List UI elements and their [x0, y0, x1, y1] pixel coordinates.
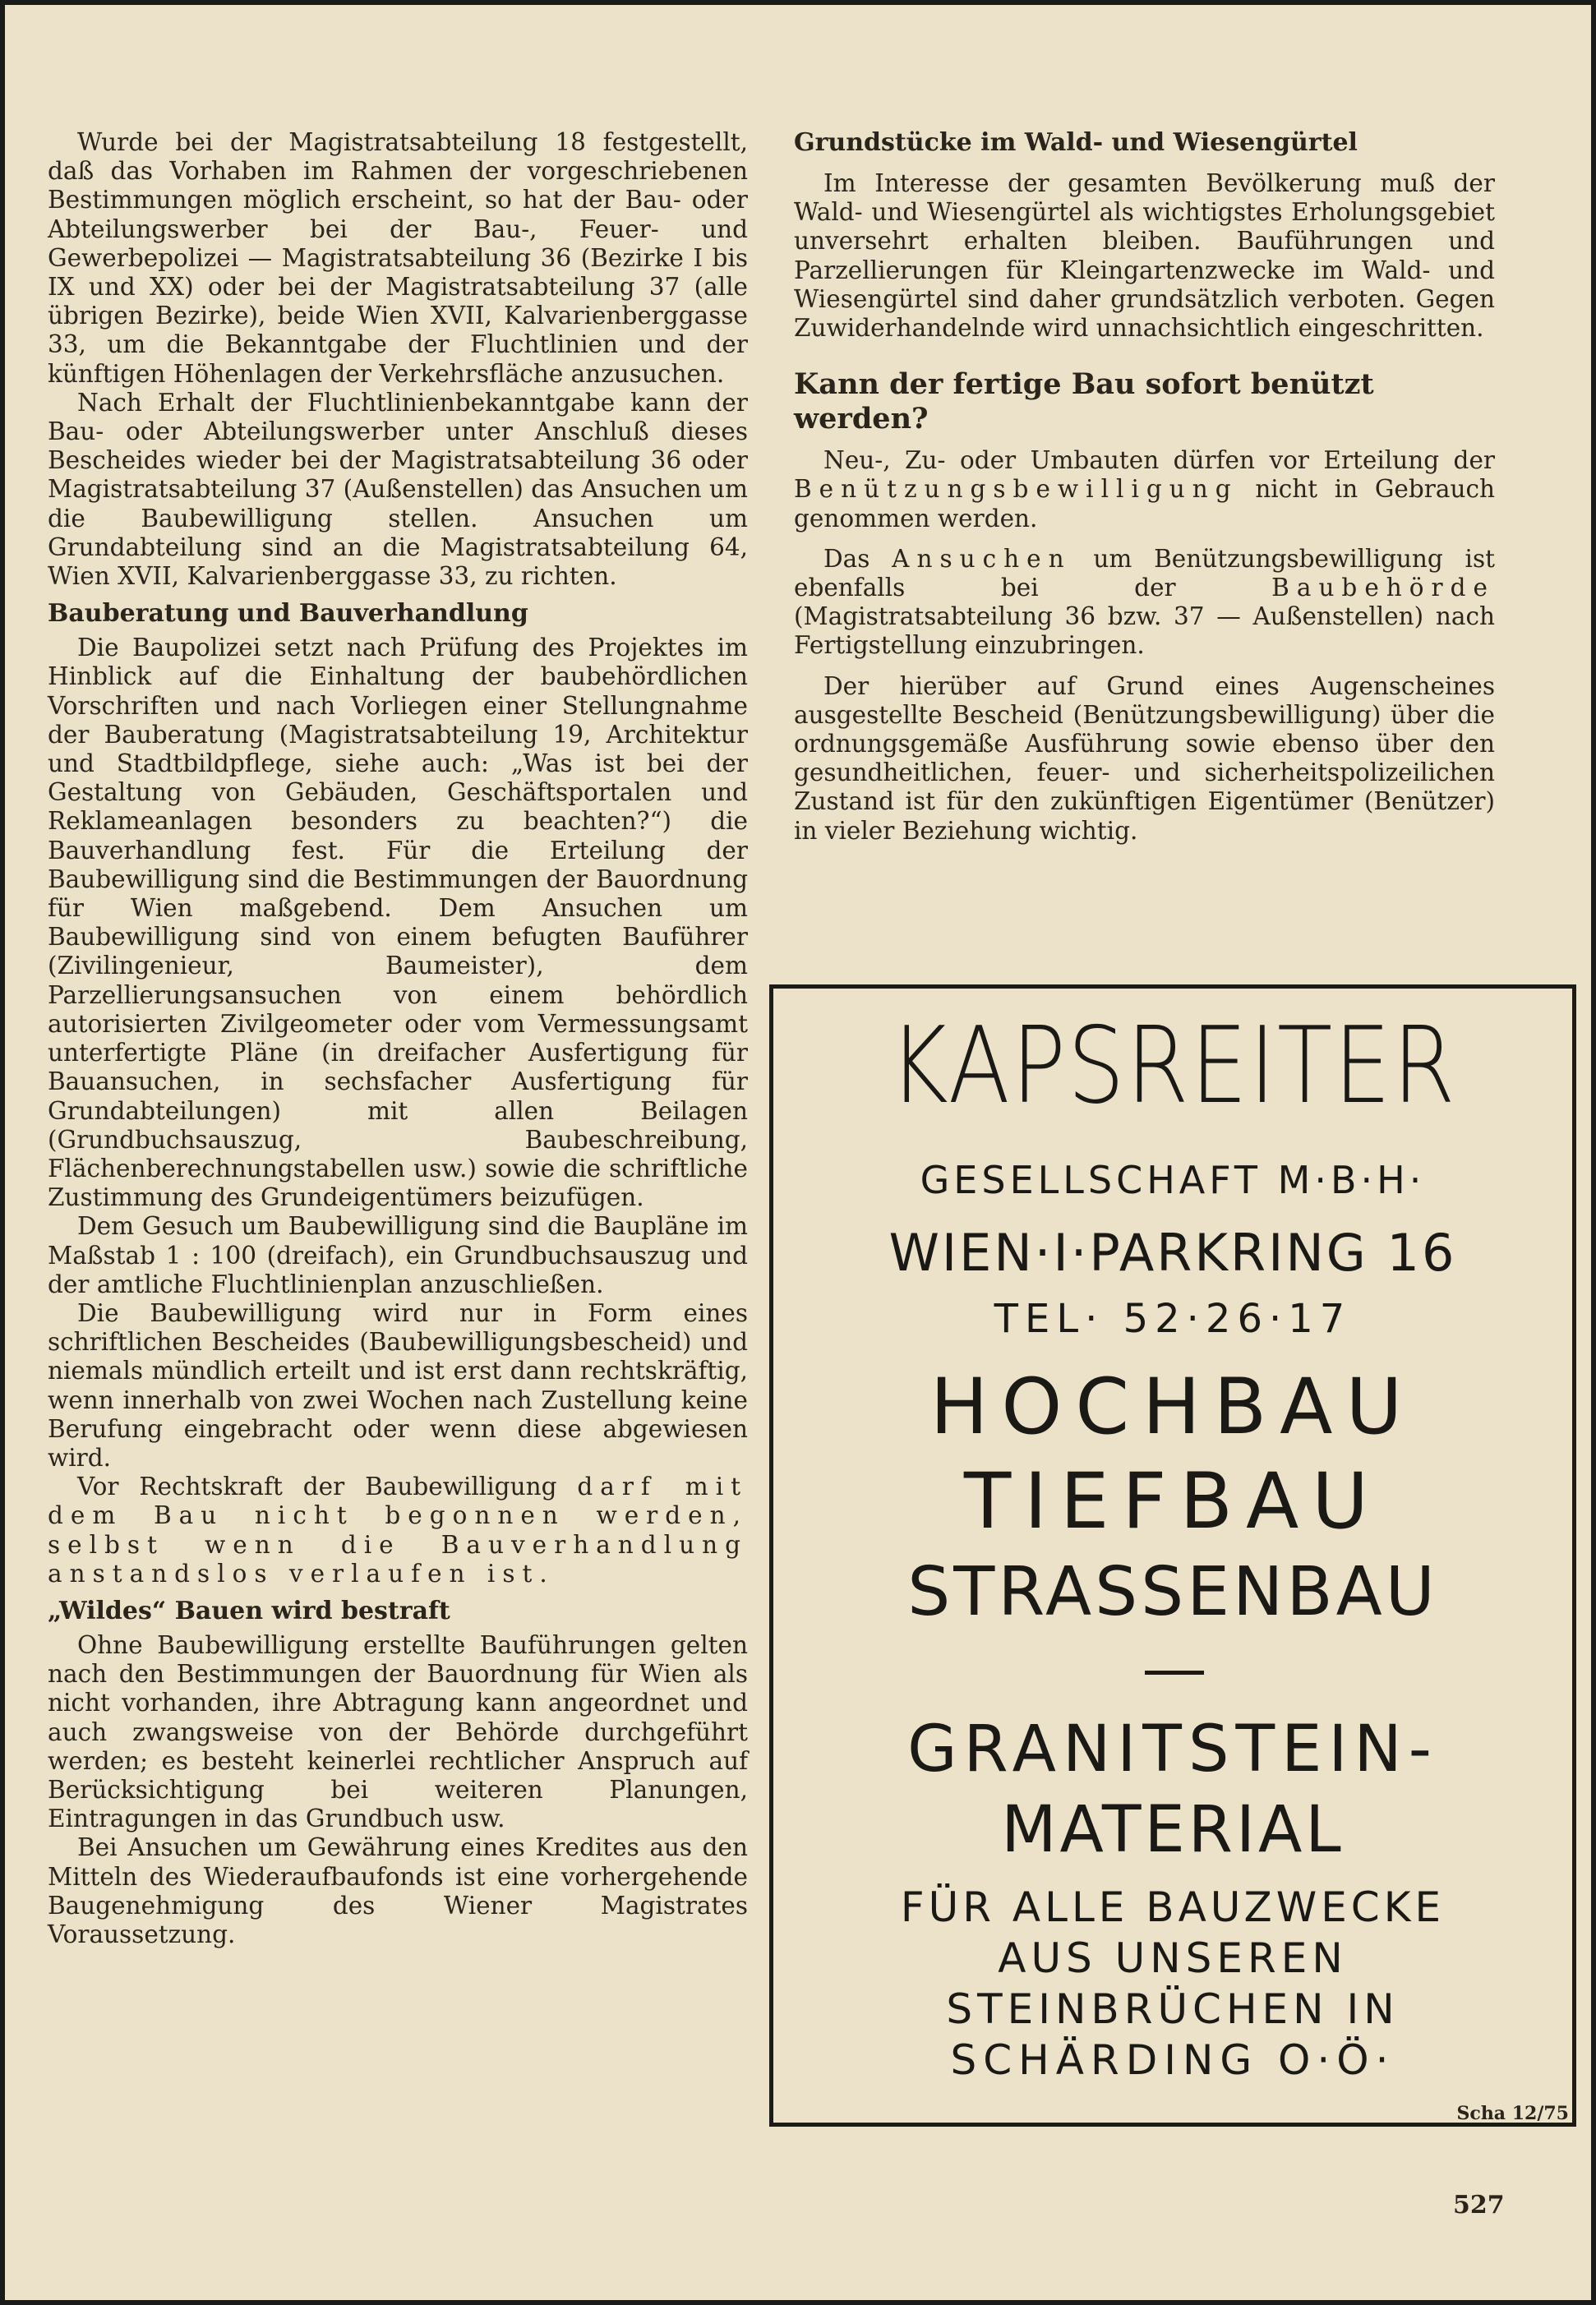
emphasized-text: darf mit dem Bau nicht begonnen werden, [48, 1473, 748, 1530]
paragraph: Die Baubewilligung wird nur in Form eines schriftlichen Bescheides (Baubewilligungsbescheid) und niemals mündlich erteilt und ist erst dann rechtskräftig, wenn innerhalb von zwei Wochen nach Zustellung keine Berufung eingebracht oder wenn diese abgewiesen wird. [48, 1298, 748, 1472]
emphasized-text: selbst wenn die Bauverhandlung anstandslos verlaufen ist. [48, 1530, 748, 1588]
ad-phone: TEL· 52·26·17 [994, 1296, 1352, 1342]
paragraph: Im Interesse der gesamten Bevölkerung muß der Wald- und Wiesengürtel als wichtigstes Erholungsgebiet unversehrt erhalten bleiben. Bauführungen und Parzellierungen für Kleingartenzwecke im Wald- und Wiesengürtel sind daher grundsätzlich verboten. Gegen Zuwiderhandelnde wird unnachsichtlich eingeschritten. [794, 169, 1495, 343]
ad-service: HOCHBAU [929, 1362, 1416, 1452]
emphasized-text: Ansuchen [892, 544, 1072, 573]
ad-tagline: SCHÄRDING O·Ö· [950, 2036, 1395, 2084]
paragraph: Wurde bei der Magistratsabteilung 18 festgestellt, daß das Vorhaben im Rahmen der vorgeschriebenen Bestimmungen möglich erscheint, so hat der Bau- oder Abteilungswerber bei der Bau-, Feuer- und Gewerbepolizei — Magistratsabteilung 36 (Bezirke I bis IX und XX) oder bei der Magistratsabteilung 37 (alle übrigen Bezirke), beide Wien XVII, Kalvarienberggasse 33, um die Bekanntgabe der Fluchtlinien und der künftigen Höhenlagen der Verkehrsfläche anzusuchen. [48, 128, 748, 388]
text-run: nicht in Gebrauch genommen werden. [794, 475, 1495, 532]
section-heading: Grundstücke im Wald- und Wiesengürtel [794, 128, 1358, 157]
right-column [794, 128, 1495, 857]
ad-service: STRASSENBAU [907, 1553, 1438, 1631]
ad-material: MATERIAL [1001, 1793, 1345, 1867]
emphasized-text: Baubehörde [1271, 574, 1495, 602]
ad-code: Scha 12/75 [1456, 2103, 1569, 2124]
ad-material: GRANITSTEIN- [907, 1713, 1438, 1786]
ad-divider [1145, 1671, 1204, 1675]
text-run: Neu-, Zu- oder Umbauten dürfen vor Erteilung der [823, 446, 1495, 475]
ad-tagline: AUS UNSEREN [998, 1934, 1348, 1982]
text-run: Vor Rechtskraft der Baubewilligung [77, 1473, 557, 1501]
paragraph: Bei Ansuchen um Gewährung eines Kredites aus den Mitteln des Wiederaufbaufonds ist eine vorhergehende Baugenehmigung des Wiener Magistrates Voraussetzung. [48, 1833, 748, 1948]
section-heading: „Wildes“ Bauen wird bestraft [48, 1596, 450, 1625]
kapsreiter-advertisement [769, 984, 1576, 2127]
paragraph [48, 1473, 748, 1588]
ad-company: GESELLSCHAFT M·B·H· [920, 1158, 1426, 1202]
ad-service: TIEFBAU [963, 1457, 1382, 1547]
ad-tagline: FÜR ALLE BAUZWECKE [900, 1883, 1446, 1931]
text-run: (Magistratsabteilung 36 bzw. 37 — Außenstellen) nach Fertigstellung einzubringen. [794, 602, 1495, 660]
paragraph: Nach Erhalt der Fluchtlinienbekanntgabe kann der Bau- oder Abteilungswerber unter Anschluß dieses Bescheides wieder bei der Magistratsabteilung 36 oder Magistratsabteilung 37 (Außenstellen) das Ansuchen um die Baubewilligung stellen. Ansuchen um Grundabteilung sind an die Magistratsabteilung 64, Wien XVII, Kalvarienberggasse 33, zu richten. [48, 388, 749, 591]
paragraph [794, 446, 1495, 533]
ad-brand: KAPSREITER [888, 1005, 1457, 1127]
paragraph: Ohne Baubewilligung erstellte Bauführungen gelten nach den Bestimmungen der Bauordnung für Wien als nicht vorhanden, ihre Abtragung kann angeordnet und auch zwangsweise von der Behörde durchgeführt werden; es besteht keinerlei rechtlicher Anspruch auf Berücksichtigung bei weiteren Planungen, Eintragungen in das Grundbuch usw. [48, 1630, 748, 1833]
emphasized-text: Benützungsbewilligung [794, 475, 1239, 504]
ad-tagline: STEINBRÜCHEN IN [946, 1985, 1400, 2033]
left-column [48, 128, 748, 1949]
text-run: um Benützungsbewilligung ist ebenfalls bei der [794, 544, 1495, 602]
page-number: 527 [1453, 2191, 1505, 2220]
paragraph: Dem Gesuch um Baubewilligung sind die Baupläne im Maßstab 1 : 100 (dreifach), ein Grundbuchsauszug und der amtliche Fluchtlinienplan anzuschließen. [48, 1212, 748, 1298]
paragraph: Die Baupolizei setzt nach Prüfung des Projektes im Hinblick auf die Einhaltung der baubehördlichen Vorschriften und nach Vorliegen einer Stellungnahme der Bauberatung (Magistratsabteilung 19, Architektur und Stadtbildpflege, siehe auch: „Was ist bei der Gestaltung von Gebäuden, Geschäftsportalen und Reklameanlagen besonders zu beachten?“) die Bauverhandlung fest. Für die Erteilung der Baubewilligung sind die Bestimmungen der Bauordnung für Wien maßgebend. Dem Ansuchen um Baubewilligung sind von einem befugten Bauführer (Zivilingenieur, Baumeister), dem Parzellierungsansuchen von einem behördlich autorisierten Zivilgeometer oder vom Vermessungsamt unterfertigte Pläne (in dreifacher Ausfertigung für Bauansuchen, in sechsfacher Ausfertigung für Grundabteilungen) mit allen Beilagen (Grundbuchsauszug, Baubeschreibung, Flächenberechnungstabellen usw.) sowie die schriftliche Zustimmung des Grundeigentümers beizufügen. [48, 634, 748, 1212]
paragraph: Der hierüber auf Grund eines Augenscheines ausgestellte Bescheid (Benützungsbewilligung) über die ordnungsgemäße Ausführung sowie ebenso über den gesundheitlichen, feuer- und sicherheitspolizeilichen Zustand ist für den zukünftigen Eigentümer (Benützer) in vieler Beziehung wichtig. [794, 671, 1495, 845]
section-heading: Kann der fertige Bau sofort benützt werden? [794, 367, 1374, 436]
text-run: Das [823, 544, 870, 573]
paragraph [794, 545, 1495, 661]
ad-address: WIEN·I·PARKRING 16 [888, 1223, 1457, 1283]
section-heading: Bauberatung und Bauverhandlung [48, 599, 528, 629]
